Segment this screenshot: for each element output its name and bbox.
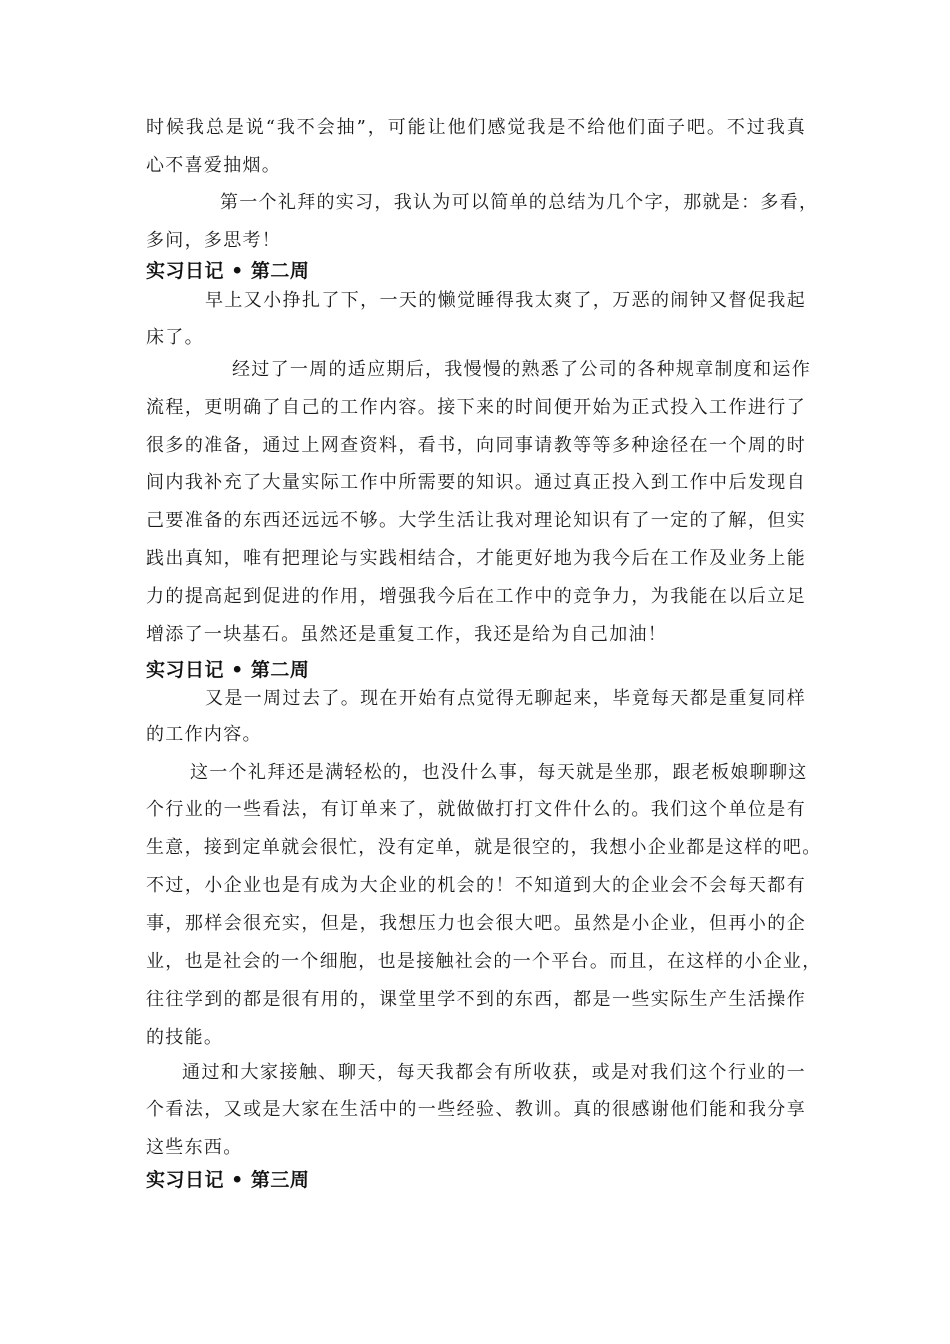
paragraph-line: 第一个礼拜的实习，我认为可以简单的总结为几个字，那就是：多看， [220,192,819,213]
paragraph-line: 不过，小企业也是有成为大企业的机会的！不知道到大的企业会不会每天都有 [146,875,806,896]
section-heading: 实习日记 • 第二周 [146,659,310,681]
paragraph-line: 流程，更明确了自己的工作内容。接下来的时间便开始为正式投入工作进行了 [146,397,806,418]
paragraph-line: 往往学到的都是很有用的，课堂里学不到的东西，都是一些实际生产生活操作 [146,989,806,1010]
section-heading: 实习日记 • 第二周 [146,260,310,282]
paragraph-line: 床了。 [146,327,204,348]
paragraph-line: 业，也是社会的一个细胞，也是接触社会的一个平台。而且，在这样的小企业， [146,951,822,972]
paragraph-line: 这些东西。 [146,1137,243,1158]
paragraph-line: 个看法，又或是大家在生活中的一些经验、教训。真的很感谢他们能和我分享 [146,1099,806,1120]
paragraph-line: 的工作内容。 [146,724,262,745]
paragraph-line: 又是一周过去了。现在开始有点觉得无聊起来，毕竟每天都是重复同样 [205,688,806,709]
paragraph-line: 通过和大家接触、聊天，每天我都会有所收获，或是对我们这个行业的一 [182,1062,806,1083]
paragraph-line: 时候我总是说“我不会抽”，可能让他们感觉我是不给他们面子吧。不过我真 [146,117,806,138]
paragraph-line: 早上又小挣扎了下，一天的懒觉睡得我太爽了，万恶的闹钟又督促我起 [205,290,806,311]
paragraph-line: 的技能。 [146,1027,224,1048]
paragraph-line: 心不喜爱抽烟。 [146,155,282,176]
paragraph-line: 多问，多思考！ [146,230,282,251]
section-heading: 实习日记 • 第三周 [146,1169,310,1191]
paragraph-line: 己要准备的东西还远远不够。大学生活让我对理论知识有了一定的了解，但实 [146,510,806,531]
paragraph-line: 个行业的一些看法，有订单来了，就做做打打文件什么的。我们这个单位是有 [146,799,806,820]
paragraph-line: 事，那样会很充实，但是，我想压力也会很大吧。虽然是小企业，但再小的企 [146,913,806,934]
paragraph-line: 践出真知，唯有把理论与实践相结合，才能更好地为我今后在工作及业务上能 [146,548,806,569]
paragraph-line: 这一个礼拜还是满轻松的，也没什么事，每天就是坐那，跟老板娘聊聊这 [190,762,808,783]
paragraph-line: 经过了一周的适应期后，我慢慢的熟悉了公司的各种规章制度和运作 [232,359,811,380]
paragraph-line: 力的提高起到促进的作用，增强我今后在工作中的竞争力，为我能在以后立足 [146,586,806,607]
paragraph-line: 增添了一块基石。虽然还是重复工作，我还是给为自己加油！ [146,624,668,645]
paragraph-line: 生意，接到定单就会很忙，没有定单，就是很空的，我想小企业都是这样的吧。 [146,837,822,858]
paragraph-line: 很多的准备，通过上网查资料，看书，向同事请教等等多种途径在一个周的时 [146,435,806,456]
paragraph-line: 间内我补充了大量实际工作中所需要的知识。通过真正投入到工作中后发现自 [146,472,806,493]
